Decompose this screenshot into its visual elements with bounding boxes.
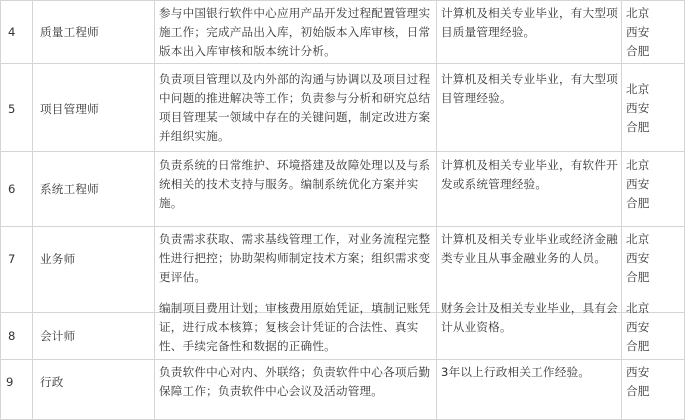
number-cell bbox=[0, 0, 32, 64]
role-cell bbox=[32, 0, 154, 64]
duty-cell bbox=[154, 0, 436, 64]
duty-cell bbox=[154, 152, 436, 227]
requirement-cell bbox=[436, 152, 621, 227]
location-item: 合肥 bbox=[626, 44, 650, 58]
location-item: 西安 bbox=[626, 25, 650, 39]
requirement-text: 3年以上行政相关工作经验。 bbox=[441, 365, 591, 379]
location-item: 合肥 bbox=[626, 384, 650, 398]
duty-text: 负责项目管理以及内外部的沟通与协调以及项目过程中问题的推进解决等工作；负责参与分析和研究总结项目管理某一领域中存在的关键问题，制定改进方案并组织实施。 bbox=[159, 72, 431, 143]
location-item: 西安 bbox=[626, 101, 650, 115]
row-number: 9 bbox=[6, 375, 14, 389]
number-cell bbox=[0, 360, 32, 420]
table-row bbox=[0, 0, 685, 64]
table-row bbox=[0, 64, 685, 152]
duty-text: 负责系统的日常维护、环境搭建及故障处理以及与系统相关的技术支持与服务。编制系统优化方案并实施。 bbox=[159, 158, 431, 210]
row-number: 8 bbox=[8, 329, 16, 343]
requirement-text: 财务会计及相关专业毕业，具有会计从业资格。 bbox=[441, 301, 618, 334]
location-item: 合肥 bbox=[626, 339, 650, 353]
role-name: 会计师 bbox=[40, 329, 76, 343]
location-cell bbox=[621, 360, 685, 420]
requirement-text: 计算机及相关专业毕业，有软件开发或系统管理经验。 bbox=[441, 158, 618, 191]
role-name: 行政 bbox=[40, 375, 64, 389]
requirement-text: 计算机及相关专业毕业或经济金融类专业且从事金融业务的人员。 bbox=[441, 232, 618, 265]
location-item: 合肥 bbox=[626, 196, 650, 210]
location-item: 西安 bbox=[626, 320, 650, 334]
location-item: 北京 bbox=[626, 82, 650, 96]
role-cell bbox=[32, 64, 154, 152]
table-row bbox=[0, 360, 685, 420]
role-cell bbox=[32, 227, 154, 313]
requirement-cell bbox=[436, 360, 621, 420]
row-number: 4 bbox=[8, 25, 16, 39]
role-cell bbox=[32, 360, 154, 420]
location-item: 西安 bbox=[626, 365, 650, 379]
location-item: 北京 bbox=[626, 232, 650, 246]
table-row bbox=[0, 152, 685, 227]
requirement-cell bbox=[436, 0, 621, 64]
role-name: 项目管理师 bbox=[40, 102, 99, 116]
location-item: 西安 bbox=[626, 251, 650, 265]
duty-text: 编制项目费用计划；审核费用原始凭证，填制记账凭证，进行成本核算；复核会计凭证的合法性、真实性、手续完备性和数据的正确性。 bbox=[159, 301, 431, 353]
role-name: 系统工程师 bbox=[40, 182, 99, 196]
requirement-text: 计算机及相关专业毕业，有大型项目管理经验。 bbox=[441, 72, 618, 105]
number-cell bbox=[0, 152, 32, 227]
number-cell bbox=[0, 227, 32, 313]
duty-text: 负责软件中心对内、外联络；负责软件中心各项后勤保障工作；负责软件中心会议及活动管理。 bbox=[159, 365, 431, 398]
row-number: 6 bbox=[8, 182, 16, 196]
location-item: 西安 bbox=[626, 177, 650, 191]
location-item: 合肥 bbox=[626, 270, 650, 284]
row-number: 5 bbox=[8, 102, 16, 116]
location-cell bbox=[621, 0, 685, 64]
requirement-text: 计算机及相关专业毕业，有大型项目质量管理经验。 bbox=[441, 6, 618, 39]
location-cell bbox=[621, 301, 685, 360]
duty-text: 参与中国银行软件中心应用产品开发过程配置管理实施工作；完成产品出入库，初始版本入库审核，日常版本出入库审核和版本统计分析。 bbox=[159, 6, 431, 58]
role-cell bbox=[32, 152, 154, 227]
location-item: 合肥 bbox=[626, 120, 650, 134]
location-item: 北京 bbox=[626, 301, 650, 315]
requirement-cell bbox=[436, 64, 621, 152]
location-cell bbox=[621, 152, 685, 227]
role-name: 业务师 bbox=[40, 252, 76, 266]
duty-cell bbox=[154, 301, 436, 360]
row-number: 7 bbox=[8, 252, 16, 266]
duty-cell bbox=[154, 360, 436, 420]
table-row bbox=[0, 301, 685, 360]
role-cell bbox=[32, 313, 154, 360]
role-name: 质量工程师 bbox=[40, 25, 99, 39]
number-cell bbox=[0, 313, 32, 360]
location-cell bbox=[621, 64, 685, 152]
requirement-cell bbox=[436, 301, 621, 360]
location-item: 北京 bbox=[626, 6, 650, 20]
number-cell bbox=[0, 64, 32, 152]
duty-cell bbox=[154, 64, 436, 152]
location-item: 北京 bbox=[626, 158, 650, 172]
duty-text: 负责需求获取、需求基线管理工作，对业务流程完整性进行把控；协助架构师制定技术方案；组织需求变更评估。 bbox=[159, 232, 431, 284]
